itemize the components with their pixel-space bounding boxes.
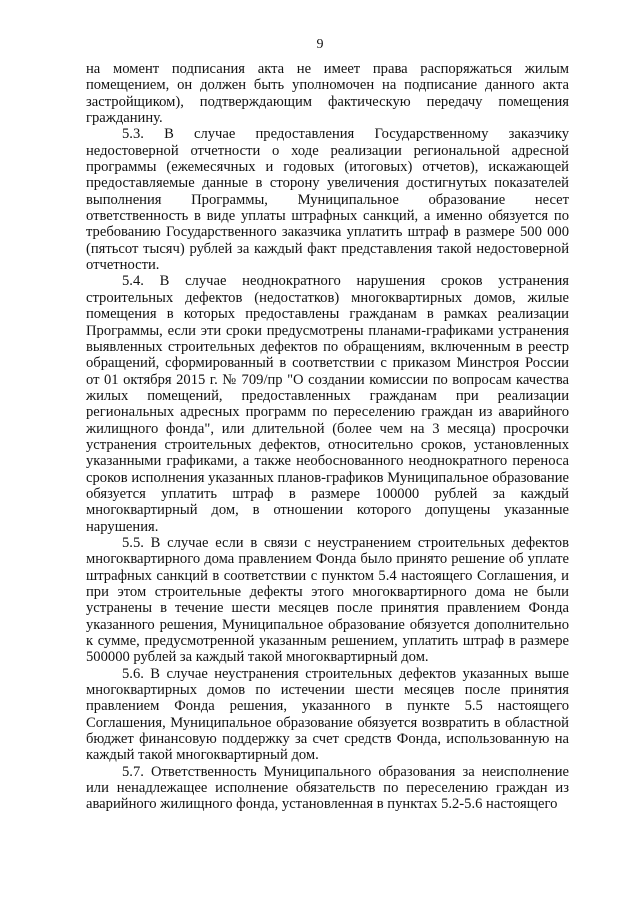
page-number: 9 — [316, 37, 324, 52]
paragraph-continuation: на момент подписания акта не имеет права распоряжаться жилым помещением, он должен быть уполномочен на подписание данного акта застройщиком), подтверждающим фактическую передачу помещения гражданину. — [86, 61, 569, 127]
paragraph-5-4: 5.4. В случае неоднократного нарушения сроков устранения строительных дефектов (недостатков) многоквартирных домов, жилые помещения в которых предоставлены гражданам в рамках реализации Программы, если эти сроки предусмотрены планами-графиками устранения выявленных строительных дефектов по обращениям, включенным в реестр обращений, сформированный в соответствии с приказом Минстроя России от 01 октября 2015 г. № 709/пр "О создании комиссии по вопросам качества жилых помещений, предоставленных гражданам при реализации региональных адресных программ по переселению граждан из аварийного жилищного фонда", или длительной (более чем на 3 месяца) просрочки устранения строительных дефектов, относительно сроков, установленных указанными графиками, а также необоснованного неоднократного переноса сроков исполнения указанных планов-графиков Муниципальное образование обязуется уплатить штраф в размере 100000 рублей за каждый многоквартирный дом, в отношении которого допущены указанные нарушения. — [86, 273, 569, 535]
paragraph-5-6: 5.6. В случае неустранения строительных дефектов указанных выше многоквартирных домов по истечении шести месяцев после принятия правлением Фонда решения, указанного в пункте 5.5 настоящего Соглашения, Муниципальное образование обязуется возвратить в областной бюджет финансовую поддержку за счет средств Фонда, использованную на каждый такой многоквартирный дом. — [86, 665, 569, 764]
paragraph-5-3: 5.3. В случае предоставления Государственному заказчику недостоверной отчетности о ходе реализации региональной адресной программы (ежемесячных и годовых (итоговых) отчетов), искажающей предоставляемые данные в сторону увеличения достигнутых показателей выполнения Программы, Муниципальное образование несет ответственность в виде уплаты штрафных санкций, а именно обязуется по требованию Государственного заказчика уплатить штраф в размере 500 000 (пятьсот тысяч) рублей за каждый факт представления такой недостоверной отчетности. — [86, 126, 569, 274]
paragraph-5-5: 5.5. В случае если в связи с неустранением строительных дефектов многоквартирного дома правлением Фонда было принято решение об уплате штрафных санкций в соответствии с пунктом 5.4 настоящего Соглашения, и при этом строительные дефекты этого многоквартирного дома не были устранены в течение шести месяцев после принятия правлением Фонда указанного решения, Муниципальное образование обязуется дополнительно к сумме, предусмотренной указанным решением, уплатить штраф в размере 500000 рублей за каждый такой многоквартирный дом. — [86, 534, 569, 666]
paragraph-5-7: 5.7. Ответственность Муниципального образования за неисполнение или ненадлежащее исполнение обязательств по переселению граждан из аварийного жилищного фонда, установленная в пунктах 5.2-5.6 настоящего — [86, 763, 569, 813]
document-body — [86, 61, 569, 813]
